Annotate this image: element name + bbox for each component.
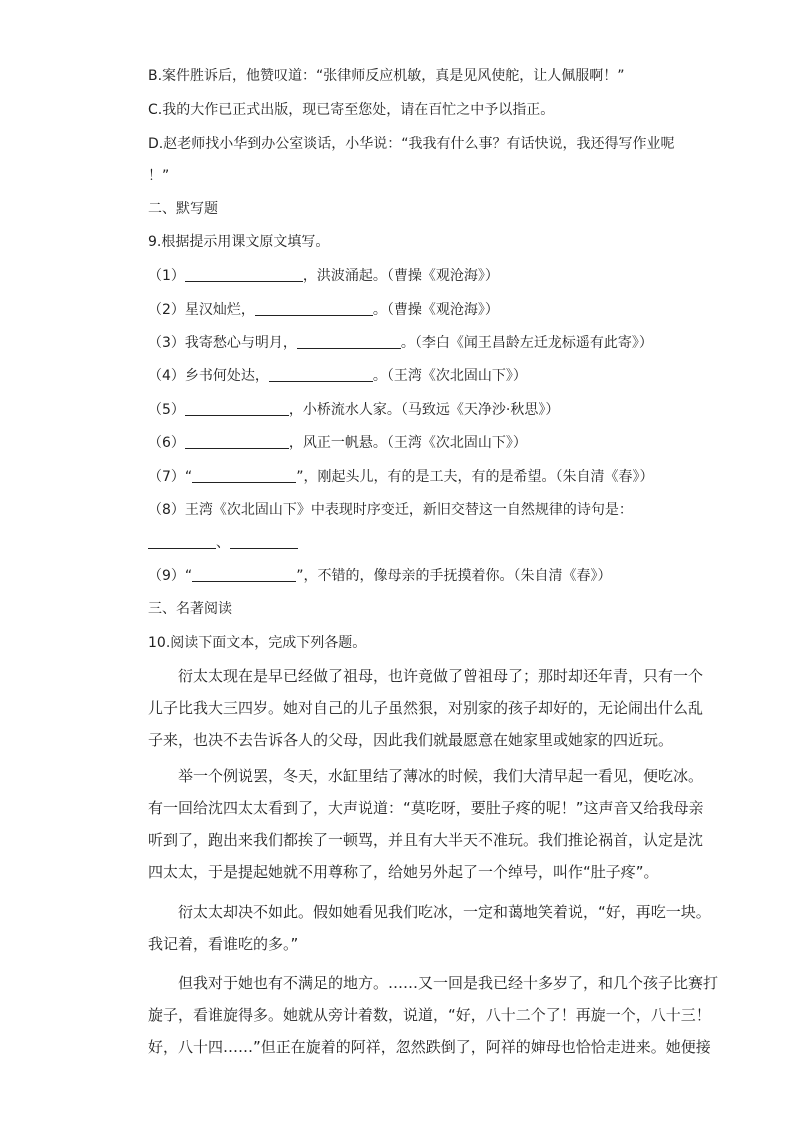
blank-line[interactable] [185, 401, 289, 416]
reading-paragraph-1: 衍太太现在是早已经做了祖母，也许竟做了曾祖母了；那时却还年青，只有一个 儿子比我大三四岁。她对自己的儿子虽然狠，对别家的孩子却好的，无论闹出什么乱 子来，也决不去告诉各人的父母，因此我们就最愿意在她家里或她家的四近玩。 [148, 667, 704, 749]
section3-title: 三、名著阅读 [148, 601, 232, 617]
fill-item-6: （6） ，风正一帆悬。（王湾《次北固山下》） [148, 435, 527, 451]
option-c: C.我的大作已正式出版，现已寄至您处，请在百忙之中予以指正。 [148, 102, 555, 118]
fill-item-8: （8）王湾《次北固山下》中表现时序变迁，新旧交替这一自然规律的诗句是： [148, 502, 633, 518]
fill-item-9: （9）“ ”，不错的，像母亲的手抚摸着你。（朱自清《春》） [148, 568, 612, 584]
option-d-line1: D.赵老师找小华到办公室谈话，小华说：“我我有什么事？有话快说，我还得写作业呢 [148, 136, 675, 152]
fill-item-2: （2）星汉灿烂， 。（曹操《观沧海》） [148, 302, 499, 318]
option-d-line2: ！” [148, 168, 170, 184]
blank-line[interactable] [230, 534, 298, 549]
fill-item-7: （7）“ ”，刚起头儿，有的是工夫，有的是希望。（朱自清《春》） [148, 469, 654, 485]
section2-title: 二、默写题 [148, 201, 218, 217]
fill-item-5: （5） ，小桥流水人家。（马致远《天净沙·秋思》） [148, 402, 560, 418]
question-10: 10.阅读下面文本，完成下列各题。 [148, 635, 367, 651]
blank-line[interactable] [297, 334, 401, 349]
reading-paragraph-4: 但我对于她也有不满足的地方。……又一回是我已经十多岁了，和几个孩子比赛打 旋子，看谁旋得多。她就从旁计着数，说道，“好，八十二个了！再旋一个，八十三！ 好，八十四……”但正在旋着的阿祥，忽然跌倒了，阿祥的婶母也恰恰走进来。她便接 [148, 974, 719, 1056]
reading-paragraph-3: 衍太太却决不如此。假如她看见我们吃冰，一定和蔼地笑着说，“好，再吃一块。 我记着，看谁吃的多。” [148, 903, 711, 953]
blank-line[interactable] [185, 434, 289, 449]
blank-line[interactable] [192, 468, 296, 483]
reading-paragraph-2: 举一个例说罢，冬天，水缸里结了薄冰的时候，我们大清早起一看见，便吃冰。 有一回给沈四太太看到了，大声说道：“莫吃呀，要肚子疼的呢！”这声音又给我母亲 听到了，跑出来我们都挨了一顿骂，并且有大半天不准玩。我们推论祸首，认定是沈 四太太，于是提起她就不用尊称了，给她另外起了一个绰号，叫作“肚子疼”。 [148, 767, 704, 881]
fill-item-8-blanks: 、 [148, 533, 298, 553]
blank-line[interactable] [148, 534, 216, 549]
option-b: B.案件胜诉后，他赞叹道：“张律师反应机敏，真是见风使舵，让人佩服啊！” [148, 68, 625, 84]
fill-item-4: （4）乡书何处达， 。（王湾《次北固山下》） [148, 368, 527, 384]
blank-line[interactable] [269, 367, 373, 382]
fill-item-3: （3）我寄愁心与明月， 。（李白《闻王昌龄左迁龙标遥有此寄》） [148, 335, 653, 351]
blank-line[interactable] [185, 267, 303, 282]
blank-line[interactable] [255, 301, 373, 316]
question-9: 9.根据提示用课文原文填写。 [148, 234, 330, 250]
blank-line[interactable] [192, 567, 296, 582]
fill-item-1: （1） ，洪波涌起。（曹操《观沧海》） [148, 268, 499, 284]
